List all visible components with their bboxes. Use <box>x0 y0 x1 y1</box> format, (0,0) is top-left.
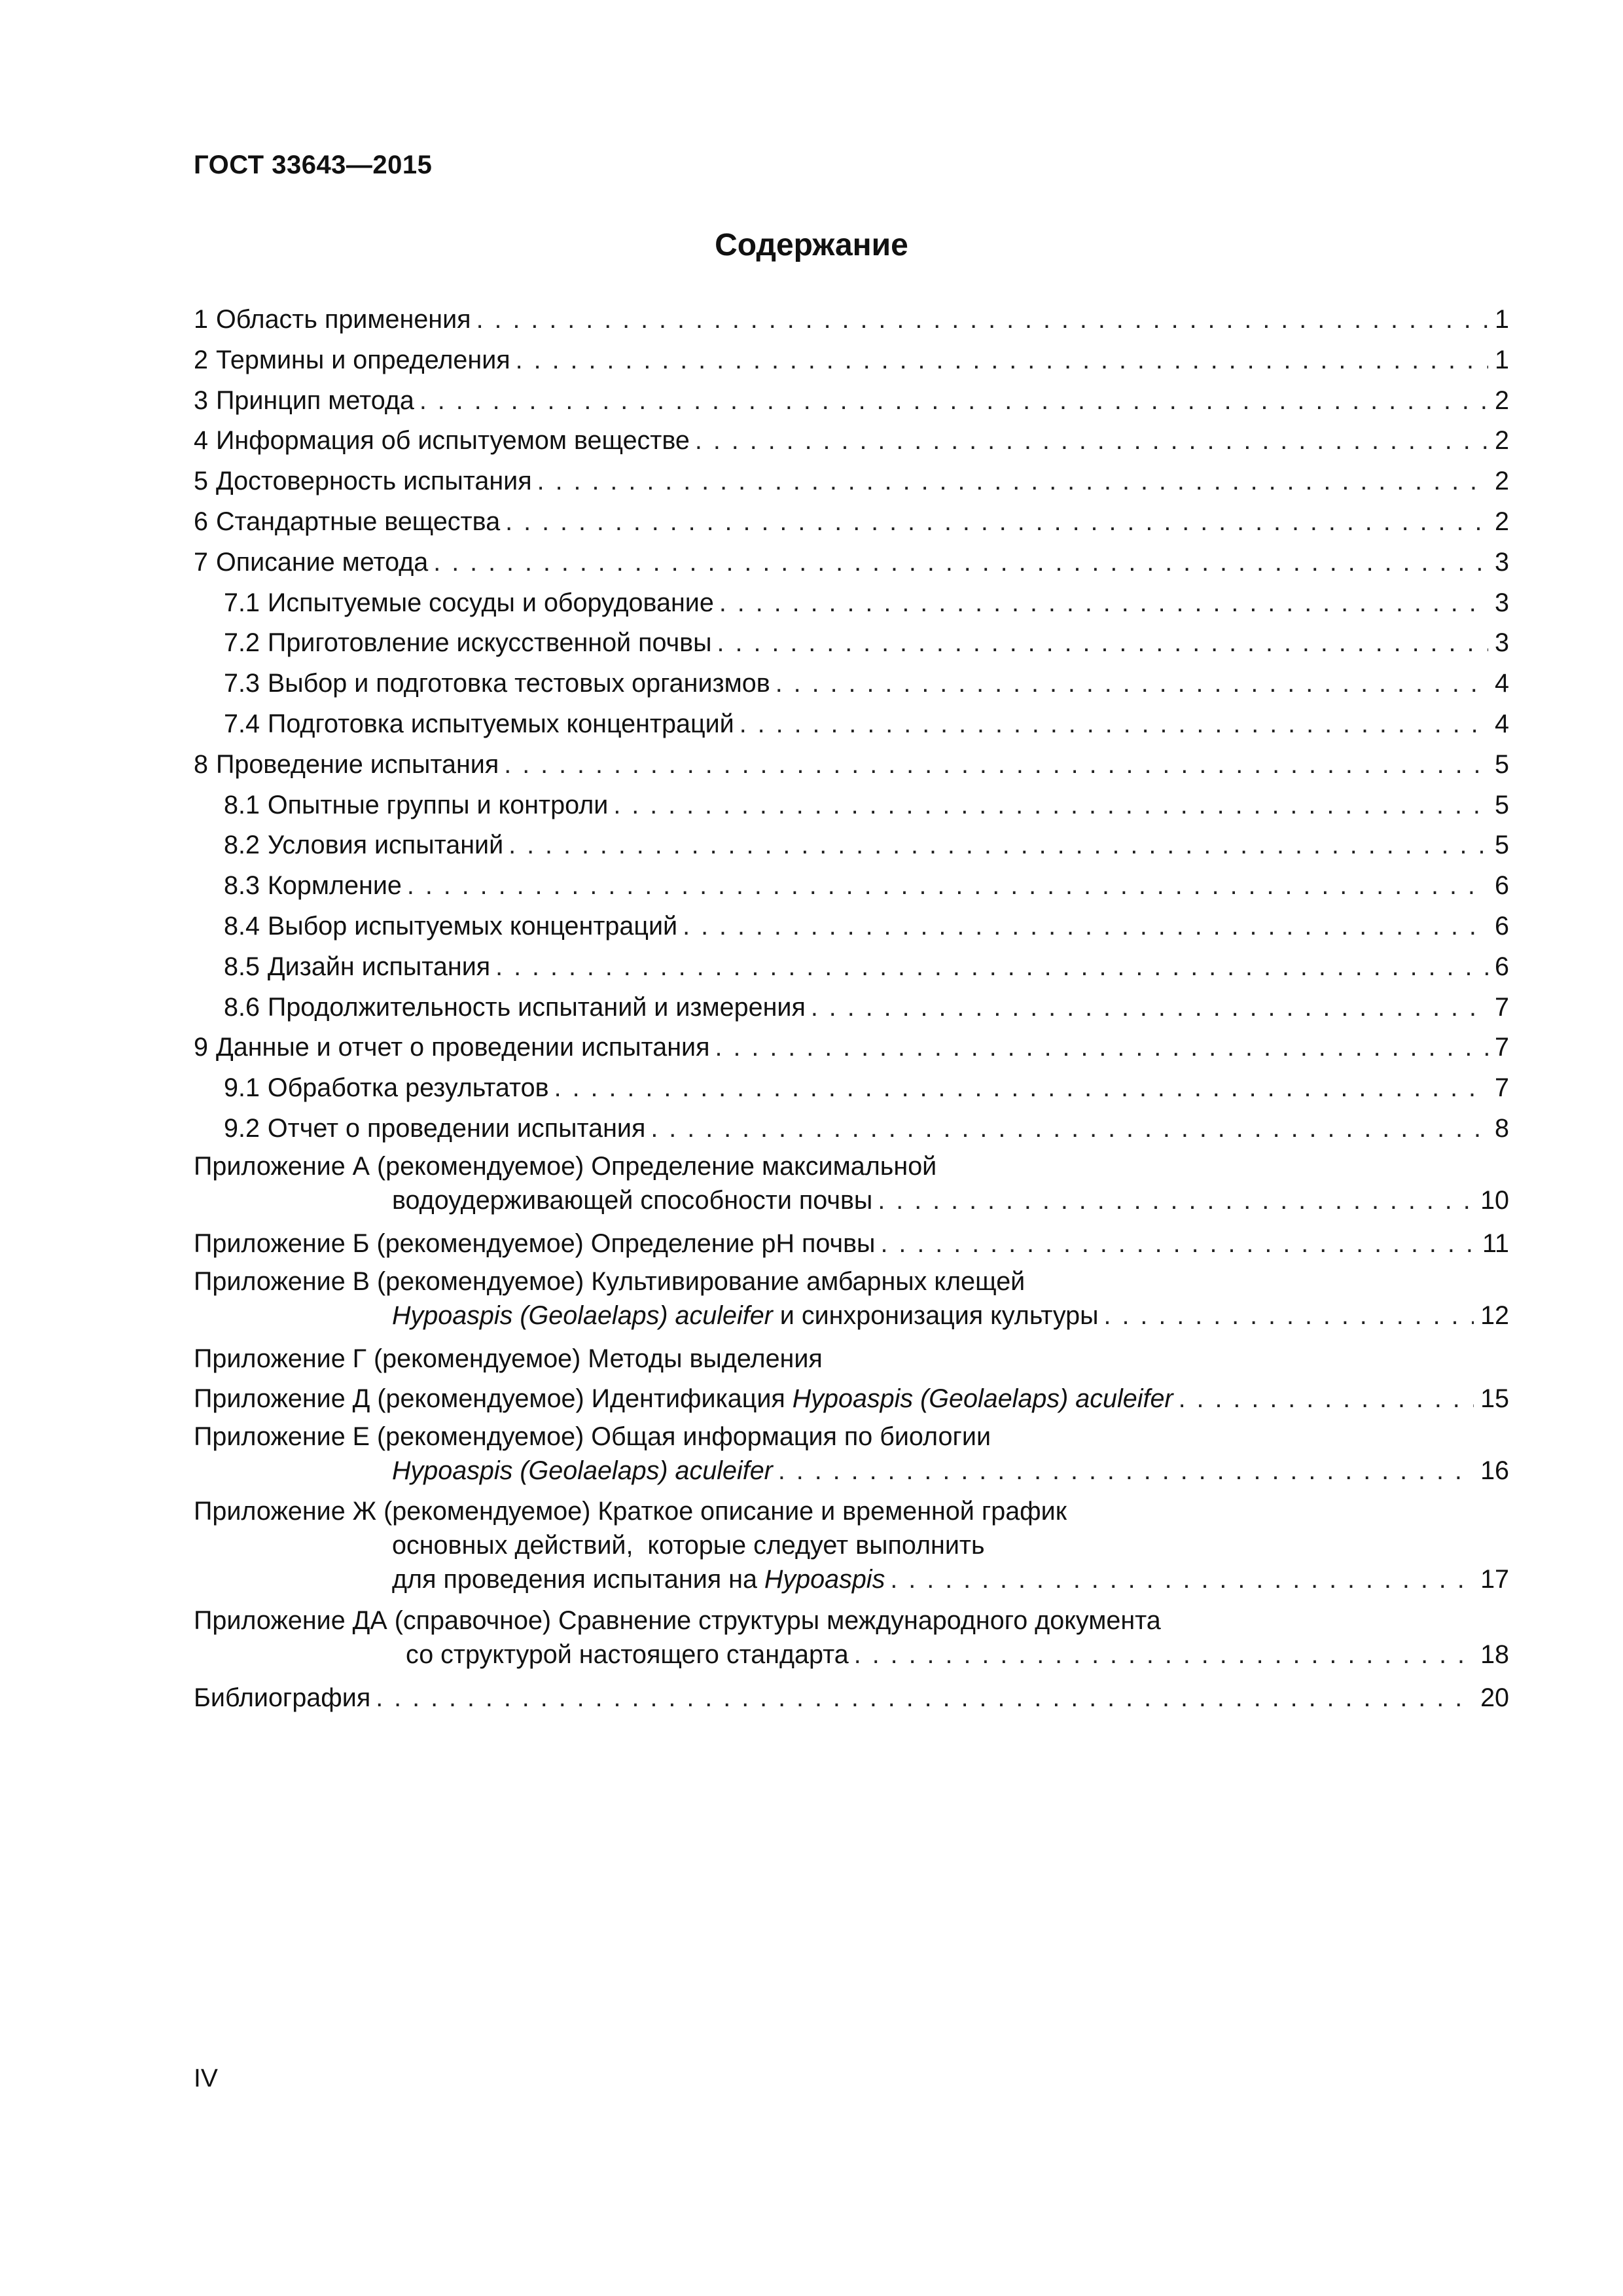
dot-leader <box>719 583 1488 624</box>
dot-leader <box>419 381 1488 422</box>
page-number: 4 <box>1495 709 1509 738</box>
dot-leader <box>554 1068 1488 1109</box>
toc-annex-g[interactable]: Приложение Г (рекомендуемое) Методы выделения <box>194 1344 823 1373</box>
toc-subentry[interactable]: 7.1 Испытуемые сосуды и оборудование . . . 3 <box>194 583 1509 624</box>
page-number: 18 <box>1480 1640 1509 1670</box>
toc-annex-b[interactable]: Приложение Б (рекомендуемое) Определение pH почвы . . . 11 <box>194 1224 1509 1265</box>
toc-subentry[interactable]: 9.1 Обработка результатов . . . 7 <box>194 1068 1509 1109</box>
toc-subentry[interactable]: 8.3 Кормление . . . 6 <box>194 866 1509 906</box>
page-number: 7 <box>1495 1033 1509 1062</box>
dot-leader <box>504 745 1488 785</box>
page-number: 17 <box>1480 1565 1509 1594</box>
toc-entry[interactable]: 8 Проведение испытания . . . 5 <box>194 745 1509 785</box>
toc-subentry[interactable]: 7.2 Приготовление искусственной почвы . . . 3 <box>194 623 1509 664</box>
toc-annex-a[interactable]: Приложение А (рекомендуемое) Определение максимальной водоудерживающей способности почвы . . . 10 <box>194 1149 1509 1224</box>
page-number: 2 <box>1495 386 1509 415</box>
toc-annex-d[interactable]: Приложение Д (рекомендуемое) Идентификация Hypoaspis (Geolaelaps) aculeifer . . . 15 <box>194 1379 1509 1420</box>
dot-leader <box>508 825 1488 866</box>
dot-leader <box>878 1183 1474 1217</box>
dot-leader <box>715 1028 1489 1068</box>
page-number: 7 <box>1495 992 1509 1022</box>
dot-leader <box>811 988 1488 1028</box>
toc-entry[interactable]: 1 Область применения . . . 1 <box>194 300 1509 340</box>
page-number: 4 <box>1495 669 1509 698</box>
toc-subentry[interactable]: 7.4 Подготовка испытуемых концентраций . . . 4 <box>194 704 1509 745</box>
page-number: 5 <box>1495 749 1509 779</box>
page-number: 6 <box>1495 911 1509 941</box>
dot-leader <box>695 421 1488 461</box>
page-number: 3 <box>1495 628 1509 658</box>
toc-annex-da[interactable]: Приложение ДА (справочное) Сравнение структуры международного документа со структурой настоящего стандарта . . . 18 <box>194 1604 1509 1678</box>
dot-leader <box>407 866 1488 906</box>
page-number: 1 <box>1495 305 1509 334</box>
page-number: 6 <box>1495 871 1509 901</box>
toc-entry[interactable]: 9 Данные и отчет о проведении испытания . . . 7 <box>194 1028 1509 1068</box>
page-number: 3 <box>1495 588 1509 617</box>
toc-subentry[interactable]: 8.1 Опытные группы и контроли . . . 5 <box>194 785 1509 826</box>
toc-annex-e[interactable]: Приложение Е (рекомендуемое) Общая информация по биологии Hypoaspis (Geolaelaps) aculeifer . . . 16 <box>194 1420 1509 1494</box>
page-number: 2 <box>1495 467 1509 496</box>
page-number: 12 <box>1480 1300 1509 1330</box>
page-number: 16 <box>1480 1456 1509 1486</box>
toc-subentry[interactable]: 8.2 Условия испытаний . . . 5 <box>194 825 1509 866</box>
dot-leader <box>1179 1379 1474 1420</box>
page-number: 2 <box>1495 426 1509 456</box>
toc-entry[interactable]: 2 Термины и определения . . . 1 <box>194 340 1509 381</box>
page-number: 5 <box>1495 831 1509 860</box>
dot-leader <box>651 1109 1488 1149</box>
toc-annex-zh[interactable]: Приложение Ж (рекомендуемое) Краткое описание и временной график основных действий, которые следует выполнить для проведения испытания на Hypoaspis . . . 17 <box>194 1494 1509 1604</box>
toc-entry[interactable]: 3 Принцип метода . . . 2 <box>194 381 1509 422</box>
table-of-contents <box>194 300 1509 1719</box>
dot-leader <box>376 1678 1474 1719</box>
page-number: 11 <box>1482 1229 1509 1258</box>
toc-entry[interactable]: 7 Описание метода . . . 3 <box>194 543 1509 583</box>
dot-leader <box>776 664 1488 704</box>
page-number: 15 <box>1480 1384 1509 1414</box>
standard-code: ГОСТ 33643—2015 <box>194 151 433 179</box>
toc-bibliography[interactable]: Библиография . . . 20 <box>194 1678 1509 1719</box>
dot-leader <box>1104 1299 1474 1333</box>
page-number: 20 <box>1480 1683 1509 1713</box>
dot-leader <box>717 623 1488 664</box>
toc-entry[interactable]: 4 Информация об испытуемом веществе . . . 2 <box>194 421 1509 461</box>
toc-subentry[interactable]: 8.6 Продолжительность испытаний и измерения . . . 7 <box>194 988 1509 1028</box>
dot-leader <box>433 543 1488 583</box>
page-number: 10 <box>1480 1185 1509 1215</box>
dot-leader <box>613 785 1488 826</box>
page-number: 1 <box>1495 345 1509 374</box>
dot-leader <box>740 704 1488 745</box>
dot-leader <box>890 1562 1474 1596</box>
dot-leader <box>505 502 1488 543</box>
toc-subentry[interactable]: 9.2 Отчет о проведении испытания . . . 8 <box>194 1109 1509 1149</box>
page-number: 5 <box>1495 790 1509 819</box>
dot-leader <box>516 340 1488 381</box>
toc-entry[interactable]: 5 Достоверность испытания . . . 2 <box>194 461 1509 502</box>
page-number-footer: IV <box>194 2064 218 2092</box>
dot-leader <box>778 1454 1474 1488</box>
toc-title: Содержание <box>715 228 908 262</box>
toc-entry[interactable]: 6 Стандартные вещества . . . 2 <box>194 502 1509 543</box>
toc-annex-v[interactable]: Приложение В (рекомендуемое) Культивирование амбарных клещей Hypoaspis (Geolaelaps) aculeifer и синхронизация культуры . . . 12 <box>194 1265 1509 1339</box>
toc-subentry[interactable]: 7.3 Выбор и подготовка тестовых организмов . . . 4 <box>194 664 1509 704</box>
dot-leader <box>476 300 1488 340</box>
page-number: 2 <box>1495 507 1509 536</box>
dot-leader <box>495 947 1488 988</box>
toc-subentry[interactable]: 8.5 Дизайн испытания . . . 6 <box>194 947 1509 988</box>
dot-leader <box>854 1638 1474 1672</box>
page-number: 7 <box>1495 1073 1509 1103</box>
toc-subentry[interactable]: 8.4 Выбор испытуемых концентраций . . . 6 <box>194 906 1509 947</box>
page-number: 3 <box>1495 547 1509 577</box>
page-number: 6 <box>1495 952 1509 981</box>
dot-leader <box>537 461 1488 502</box>
page-number: 8 <box>1495 1113 1509 1143</box>
dot-leader <box>880 1224 1476 1265</box>
dot-leader <box>683 906 1488 947</box>
